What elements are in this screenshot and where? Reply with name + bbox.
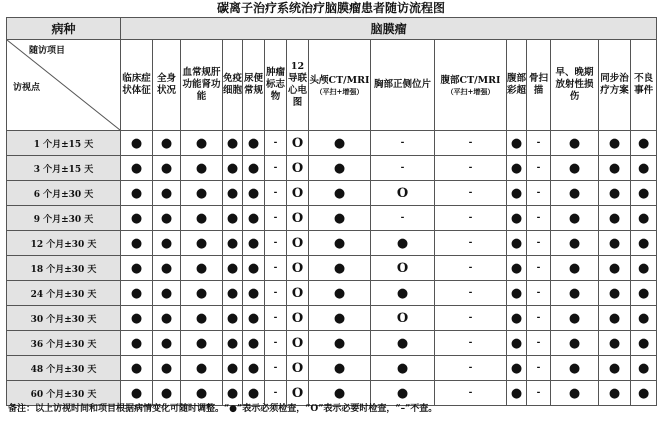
mark-cell: ● [181, 281, 223, 306]
mark-cell: ● [507, 356, 527, 381]
mark-cell: - [265, 256, 287, 281]
table-row [7, 181, 657, 206]
mark-cell: ● [551, 256, 599, 281]
mark-cell: ● [243, 231, 265, 256]
table-row [7, 156, 657, 181]
mark-cell: O [287, 131, 309, 156]
footnote: 备注：以上访视时间和项目根据病情变化可随时调整。“●”表示必须检查，“O”表示必要时检查，“–”不查。 [8, 404, 438, 414]
visit-point-cell: 24 个月±30 天 [7, 281, 121, 306]
mark-cell: ● [599, 331, 631, 356]
mark-cell: ● [181, 156, 223, 181]
mark-cell: ● [631, 131, 657, 156]
mark-cell: ● [371, 356, 435, 381]
mark-cell: ● [631, 306, 657, 331]
mark-cell: O [287, 231, 309, 256]
mark-cell: O [371, 306, 435, 331]
mark-cell: ● [181, 206, 223, 231]
column-header [435, 40, 507, 131]
diagonal-header-cell [7, 40, 121, 131]
mark-cell: - [265, 281, 287, 306]
visit-point-cell: 48 个月±30 天 [7, 356, 121, 381]
column-header [507, 40, 527, 131]
mark-cell: ● [121, 381, 153, 406]
column-header-label: 胸部正侧位片 [373, 79, 431, 90]
mark-cell: ● [223, 306, 243, 331]
mark-cell: O [287, 181, 309, 206]
mark-cell: ● [507, 281, 527, 306]
mark-cell: ● [153, 206, 181, 231]
mark-cell: ● [153, 356, 181, 381]
table-row [7, 206, 657, 231]
mark-cell: - [527, 381, 551, 406]
mark-cell: ● [153, 306, 181, 331]
mark-cell: ● [599, 306, 631, 331]
mark-cell: - [527, 131, 551, 156]
visit-point-cell: 18 个月±30 天 [7, 256, 121, 281]
mark-cell: ● [551, 356, 599, 381]
mark-cell: ● [181, 256, 223, 281]
mark-cell: ● [551, 131, 599, 156]
mark-cell: - [435, 181, 507, 206]
disease-value: 脑膜瘤 [121, 18, 657, 40]
mark-cell: - [435, 381, 507, 406]
visit-point-cell: 30 个月±30 天 [7, 306, 121, 331]
column-header-label: 免疫细胞 [223, 73, 243, 96]
mark-cell: ● [309, 331, 371, 356]
mark-cell: ● [223, 206, 243, 231]
visit-point-cell: 3 个月±15 天 [7, 156, 121, 181]
mark-cell: ● [599, 256, 631, 281]
mark-cell: ● [121, 281, 153, 306]
disease-label: 病种 [7, 18, 121, 40]
mark-cell: ● [243, 356, 265, 381]
mark-cell: ● [243, 306, 265, 331]
mark-cell: O [287, 356, 309, 381]
mark-cell: - [265, 331, 287, 356]
column-header [181, 40, 223, 131]
mark-cell: ● [309, 381, 371, 406]
visit-point-cell: 9 个月±30 天 [7, 206, 121, 231]
mark-cell: ● [551, 281, 599, 306]
column-header [371, 40, 435, 131]
mark-cell: ● [309, 306, 371, 331]
mark-cell: - [435, 156, 507, 181]
mark-cell: ● [599, 156, 631, 181]
mark-cell: ● [631, 381, 657, 406]
mark-cell: ● [507, 306, 527, 331]
mark-cell: ● [223, 331, 243, 356]
mark-cell: ● [309, 131, 371, 156]
mark-cell: - [527, 156, 551, 181]
mark-cell: - [527, 281, 551, 306]
mark-cell: - [527, 231, 551, 256]
visit-point-cell: 6 个月±30 天 [7, 181, 121, 206]
mark-cell: O [287, 206, 309, 231]
mark-cell: ● [551, 381, 599, 406]
mark-cell: - [435, 331, 507, 356]
mark-cell: ● [507, 181, 527, 206]
mark-cell: ● [223, 181, 243, 206]
column-header-label: 腹部CT/MRI [440, 74, 501, 86]
mark-cell: ● [153, 131, 181, 156]
mark-cell: - [371, 156, 435, 181]
column-header [265, 40, 287, 131]
mark-cell: ● [371, 331, 435, 356]
mark-cell: ● [599, 131, 631, 156]
mark-cell: ● [551, 231, 599, 256]
mark-cell: - [265, 381, 287, 406]
column-header [153, 40, 181, 131]
column-header [599, 40, 631, 131]
mark-cell: O [287, 331, 309, 356]
mark-cell: O [287, 306, 309, 331]
column-header-note: （平扫+增强） [446, 86, 495, 96]
column-header-label: 骨扫描 [528, 73, 548, 96]
table-row [7, 256, 657, 281]
mark-cell: - [265, 181, 287, 206]
mark-cell: ● [551, 206, 599, 231]
mark-cell: ● [243, 331, 265, 356]
visit-point-cell: 60 个月±30 天 [7, 381, 121, 406]
mark-cell: ● [153, 281, 181, 306]
mark-cell: ● [153, 381, 181, 406]
mark-cell: - [527, 256, 551, 281]
column-header-label: 肿瘤标志物 [265, 67, 285, 102]
mark-cell: O [287, 381, 309, 406]
mark-cell: ● [507, 206, 527, 231]
column-header [527, 40, 551, 131]
mark-cell: ● [631, 356, 657, 381]
mark-cell: ● [153, 331, 181, 356]
visit-point-cell: 1 个月±15 天 [7, 131, 121, 156]
mark-cell: ● [599, 381, 631, 406]
mark-cell: - [435, 281, 507, 306]
mark-cell: ● [631, 206, 657, 231]
mark-cell: ● [599, 356, 631, 381]
mark-cell: ● [153, 181, 181, 206]
mark-cell: ● [371, 381, 435, 406]
mark-cell: ● [551, 156, 599, 181]
column-header-label: 同步治疗方案 [600, 73, 629, 96]
table-row [7, 231, 657, 256]
mark-cell: ● [507, 381, 527, 406]
mark-cell: - [527, 356, 551, 381]
mark-cell: ● [121, 231, 153, 256]
mark-cell: O [371, 256, 435, 281]
mark-cell: - [435, 356, 507, 381]
mark-cell: ● [507, 131, 527, 156]
table-row [7, 131, 657, 156]
mark-cell: - [435, 306, 507, 331]
mark-cell: ● [631, 231, 657, 256]
mark-cell: - [371, 206, 435, 231]
mark-cell: - [435, 231, 507, 256]
column-header-note: （平扫+增强） [315, 86, 364, 96]
column-header-label: 尿便常规 [243, 73, 263, 96]
mark-cell: ● [181, 356, 223, 381]
mark-cell: ● [309, 156, 371, 181]
column-header-label: 12导联心电图 [287, 61, 307, 108]
mark-cell: ● [223, 231, 243, 256]
mark-cell: ● [243, 381, 265, 406]
mark-cell: ● [309, 281, 371, 306]
column-header [631, 40, 657, 131]
mark-cell: - [265, 206, 287, 231]
column-header-label: 头颅CT/MRI [309, 74, 370, 86]
mark-cell: ● [243, 206, 265, 231]
mark-cell: ● [121, 256, 153, 281]
mark-cell: ● [599, 206, 631, 231]
mark-cell: ● [551, 306, 599, 331]
mark-cell: ● [243, 131, 265, 156]
column-header-label: 血常规肝功能肾功能 [182, 67, 221, 102]
mark-cell: ● [599, 231, 631, 256]
visit-point-cell: 36 个月±30 天 [7, 331, 121, 356]
mark-cell: ● [551, 181, 599, 206]
mark-cell: ● [153, 231, 181, 256]
column-header [223, 40, 243, 131]
mark-cell: ● [121, 206, 153, 231]
mark-cell: ● [243, 156, 265, 181]
mark-cell: ● [121, 331, 153, 356]
mark-cell: ● [223, 256, 243, 281]
mark-cell: ● [371, 231, 435, 256]
mark-cell: ● [631, 331, 657, 356]
followup-table [6, 17, 657, 406]
mark-cell: O [287, 156, 309, 181]
column-header [121, 40, 153, 131]
document-title: 碳离子治疗系统治疗脑膜瘤患者随访流程图 [216, 1, 445, 15]
mark-cell: ● [631, 281, 657, 306]
mark-cell: ● [223, 356, 243, 381]
mark-cell: ● [121, 156, 153, 181]
mark-cell: ● [243, 181, 265, 206]
followup-items-label: 随访项目 [29, 46, 66, 56]
mark-cell: ● [223, 131, 243, 156]
mark-cell: ● [507, 231, 527, 256]
column-header [287, 40, 309, 131]
mark-cell: - [527, 331, 551, 356]
mark-cell: ● [181, 131, 223, 156]
mark-cell: - [435, 256, 507, 281]
mark-cell: - [527, 181, 551, 206]
mark-cell: ● [371, 281, 435, 306]
mark-cell: ● [223, 156, 243, 181]
column-header-label: 不良事件 [634, 73, 654, 96]
column-header [309, 40, 371, 131]
mark-cell: O [287, 281, 309, 306]
column-header [243, 40, 265, 131]
mark-cell: ● [309, 206, 371, 231]
mark-cell: ● [223, 281, 243, 306]
mark-cell: ● [631, 156, 657, 181]
table-row [7, 306, 657, 331]
mark-cell: ● [507, 331, 527, 356]
mark-cell: - [435, 131, 507, 156]
table-row [7, 356, 657, 381]
mark-cell: - [265, 231, 287, 256]
mark-cell: ● [631, 181, 657, 206]
mark-cell: ● [181, 381, 223, 406]
mark-cell: ● [309, 356, 371, 381]
mark-cell: ● [243, 281, 265, 306]
mark-cell: ● [181, 181, 223, 206]
mark-cell: O [287, 256, 309, 281]
mark-cell: - [265, 356, 287, 381]
visit-point-label: 访视点 [13, 83, 41, 93]
mark-cell: ● [507, 156, 527, 181]
visit-point-cell: 12 个月±30 天 [7, 231, 121, 256]
mark-cell: ● [121, 356, 153, 381]
column-header-label: 全身状况 [156, 73, 176, 96]
mark-cell: ● [309, 231, 371, 256]
column-header-label: 临床症状体征 [122, 73, 151, 96]
mark-cell: ● [181, 306, 223, 331]
mark-cell: ● [223, 381, 243, 406]
mark-cell: ● [507, 256, 527, 281]
mark-cell: - [371, 131, 435, 156]
mark-cell: ● [121, 181, 153, 206]
mark-cell: - [265, 156, 287, 181]
mark-cell: ● [153, 256, 181, 281]
mark-cell: ● [309, 181, 371, 206]
mark-cell: ● [551, 331, 599, 356]
mark-cell: ● [599, 281, 631, 306]
table-row [7, 331, 657, 356]
mark-cell: ● [631, 256, 657, 281]
column-header-label: 早、晚期放射性损伤 [555, 67, 594, 102]
mark-cell: ● [309, 256, 371, 281]
mark-cell: ● [153, 156, 181, 181]
mark-cell: ● [121, 306, 153, 331]
mark-cell: ● [181, 231, 223, 256]
mark-cell: - [265, 131, 287, 156]
mark-cell: ● [121, 131, 153, 156]
mark-cell: - [527, 306, 551, 331]
mark-cell: - [435, 206, 507, 231]
mark-cell: ● [243, 256, 265, 281]
mark-cell: O [371, 181, 435, 206]
mark-cell: - [265, 306, 287, 331]
mark-cell: ● [599, 181, 631, 206]
column-header [551, 40, 599, 131]
mark-cell: ● [181, 331, 223, 356]
mark-cell: - [527, 206, 551, 231]
table-row [7, 281, 657, 306]
column-header-label: 腹部彩超 [507, 73, 527, 96]
